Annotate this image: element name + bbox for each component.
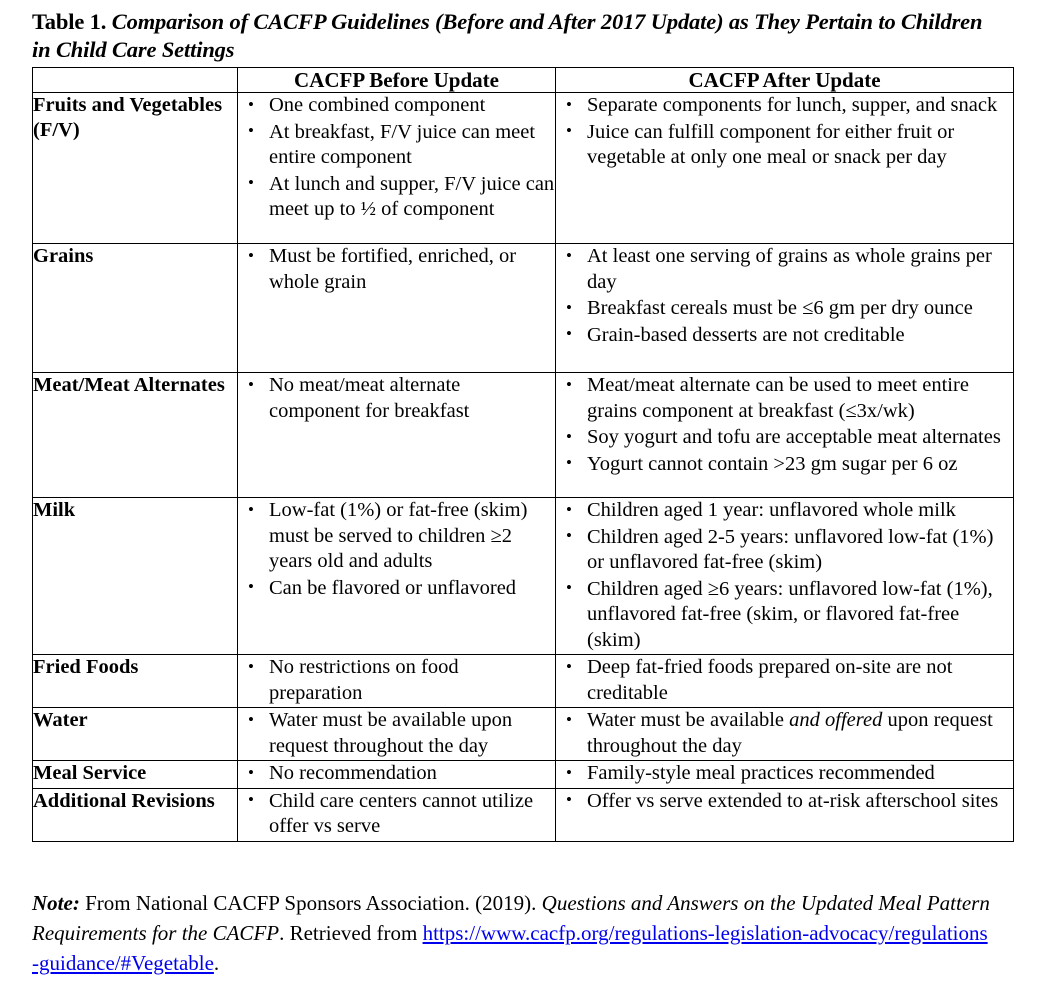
table-row bbox=[33, 373, 1014, 498]
table-note bbox=[32, 888, 992, 979]
note-url-link[interactable]: https://www.cacfp.org/regulations-legislation-advocacy/regulations-guidance/#Vegetable bbox=[32, 921, 988, 976]
bullet-item: • At breakfast, F/V juice can meet entire component bbox=[238, 120, 555, 171]
row-before-cell bbox=[238, 498, 556, 655]
bullet-item: • At least one serving of grains as whole grains per day bbox=[556, 244, 1013, 295]
bullet-item: • Children aged 2-5 years: unflavored low-fat (1%) or unflavored fat-free (skim) bbox=[556, 525, 1013, 576]
bullet-list bbox=[238, 789, 555, 840]
comparison-table bbox=[32, 67, 1014, 842]
row-category: Meat/Meat Alternates bbox=[33, 373, 238, 498]
row-category: Milk bbox=[33, 498, 238, 655]
bullet-list bbox=[238, 498, 555, 601]
row-category: Additional Revisions bbox=[33, 788, 238, 841]
bullet-list bbox=[238, 761, 555, 787]
row-after-cell bbox=[556, 498, 1014, 655]
row-category: Fruits and Vegetables (F/V) bbox=[33, 93, 238, 244]
row-before-cell bbox=[238, 244, 556, 373]
bullet-item: • Deep fat-fried foods prepared on-site are not creditable bbox=[556, 655, 1013, 706]
bullet-item: • Low-fat (1%) or fat-free (skim) must be served to children ≥2 years old and adults bbox=[238, 498, 555, 575]
column-header-category bbox=[33, 68, 238, 93]
bullet-item: • Offer vs serve extended to at-risk afterschool sites bbox=[556, 789, 1013, 815]
column-header-before: CACFP Before Update bbox=[238, 68, 556, 93]
note-source-text: From National CACFP Sponsors Association. (2019). bbox=[79, 891, 542, 915]
table-row bbox=[33, 761, 1014, 789]
note-trailing-period: . bbox=[213, 951, 220, 976]
row-after-cell bbox=[556, 761, 1014, 789]
table-row bbox=[33, 93, 1014, 244]
bullet-list bbox=[238, 655, 555, 706]
table-caption-title: Comparison of CACFP Guidelines (Before and After 2017 Update) as They Pertain to Children in Child Care Settings bbox=[32, 9, 983, 63]
table-caption bbox=[32, 8, 992, 65]
bullet-list bbox=[556, 761, 1013, 787]
bullet-list bbox=[556, 708, 1013, 759]
bullet-item: • Water must be available and offered upon request throughout the day bbox=[556, 708, 1013, 759]
bullet-list bbox=[556, 498, 1013, 653]
table-row bbox=[33, 788, 1014, 841]
bullet-item: • Must be fortified, enriched, or whole grain bbox=[238, 244, 555, 295]
row-after-cell bbox=[556, 788, 1014, 841]
row-before-cell bbox=[238, 788, 556, 841]
bullet-list bbox=[556, 655, 1013, 706]
bullet-item: • Family-style meal practices recommended bbox=[556, 761, 1013, 787]
bullet-list bbox=[238, 708, 555, 759]
row-before-cell bbox=[238, 93, 556, 244]
table-caption-label: Table 1. bbox=[32, 9, 107, 34]
bullet-list bbox=[556, 244, 1013, 348]
bullet-item: • Breakfast cereals must be ≤6 gm per dry ounce bbox=[556, 296, 1013, 322]
note-publication-title: Questions and Answers on the Updated Meal Pattern Requirements for the CACFP bbox=[32, 891, 990, 946]
row-category: Grains bbox=[33, 244, 238, 373]
bullet-item: • Children aged 1 year: unflavored whole milk bbox=[556, 498, 1013, 524]
bullet-item: • Water must be available upon request throughout the day bbox=[238, 708, 555, 759]
bullet-list bbox=[556, 93, 1013, 171]
bullet-item: • Juice can fulfill component for either fruit or vegetable at only one meal or snack per day bbox=[556, 120, 1013, 171]
note-retrieved-text: . Retrieved from bbox=[279, 921, 423, 946]
bullet-item: • At lunch and supper, F/V juice can meet up to ½ of component bbox=[238, 172, 555, 223]
bullet-item: • No recommendation bbox=[238, 761, 555, 787]
row-category: Fried Foods bbox=[33, 655, 238, 708]
row-before-cell bbox=[238, 761, 556, 789]
bullet-item: • Meat/meat alternate can be used to meet entire grains component at breakfast (≤3x/wk) bbox=[556, 373, 1013, 424]
bullet-item: • Separate components for lunch, supper, and snack bbox=[556, 93, 1013, 119]
bullet-list bbox=[556, 373, 1013, 477]
bullet-list bbox=[238, 373, 555, 424]
row-after-cell bbox=[556, 373, 1014, 498]
table-row bbox=[33, 244, 1014, 373]
row-category: Water bbox=[33, 708, 238, 761]
row-before-cell bbox=[238, 655, 556, 708]
bullet-item: • Soy yogurt and tofu are acceptable meat alternates bbox=[556, 425, 1013, 451]
row-after-cell bbox=[556, 655, 1014, 708]
table-header-row bbox=[33, 68, 1014, 93]
row-category: Meal Service bbox=[33, 761, 238, 789]
bullet-item: • Yogurt cannot contain >23 gm sugar per 6 oz bbox=[556, 452, 1013, 478]
row-after-cell bbox=[556, 708, 1014, 761]
bullet-list bbox=[238, 93, 555, 223]
table-row bbox=[33, 498, 1014, 655]
table-body bbox=[33, 93, 1014, 842]
bullet-item: • One combined component bbox=[238, 93, 555, 119]
bullet-item: • Can be flavored or unflavored bbox=[238, 576, 555, 602]
row-before-cell bbox=[238, 373, 556, 498]
bullet-list bbox=[556, 789, 1013, 815]
column-header-after: CACFP After Update bbox=[556, 68, 1014, 93]
bullet-item: • Children aged ≥6 years: unflavored low-fat (1%), unflavored fat-free (skim, or flavored fat-free (skim) bbox=[556, 577, 1013, 654]
note-label: Note: bbox=[32, 891, 80, 915]
bullet-item: • Grain-based desserts are not creditable bbox=[556, 323, 1013, 349]
bullet-item: • No meat/meat alternate component for breakfast bbox=[238, 373, 555, 424]
bullet-item: • Child care centers cannot utilize offer vs serve bbox=[238, 789, 555, 840]
row-after-cell bbox=[556, 93, 1014, 244]
row-before-cell bbox=[238, 708, 556, 761]
table-header bbox=[33, 68, 1014, 93]
table-row bbox=[33, 708, 1014, 761]
table-row bbox=[33, 655, 1014, 708]
bullet-item: • No restrictions on food preparation bbox=[238, 655, 555, 706]
bullet-list bbox=[238, 244, 555, 295]
row-after-cell bbox=[556, 244, 1014, 373]
